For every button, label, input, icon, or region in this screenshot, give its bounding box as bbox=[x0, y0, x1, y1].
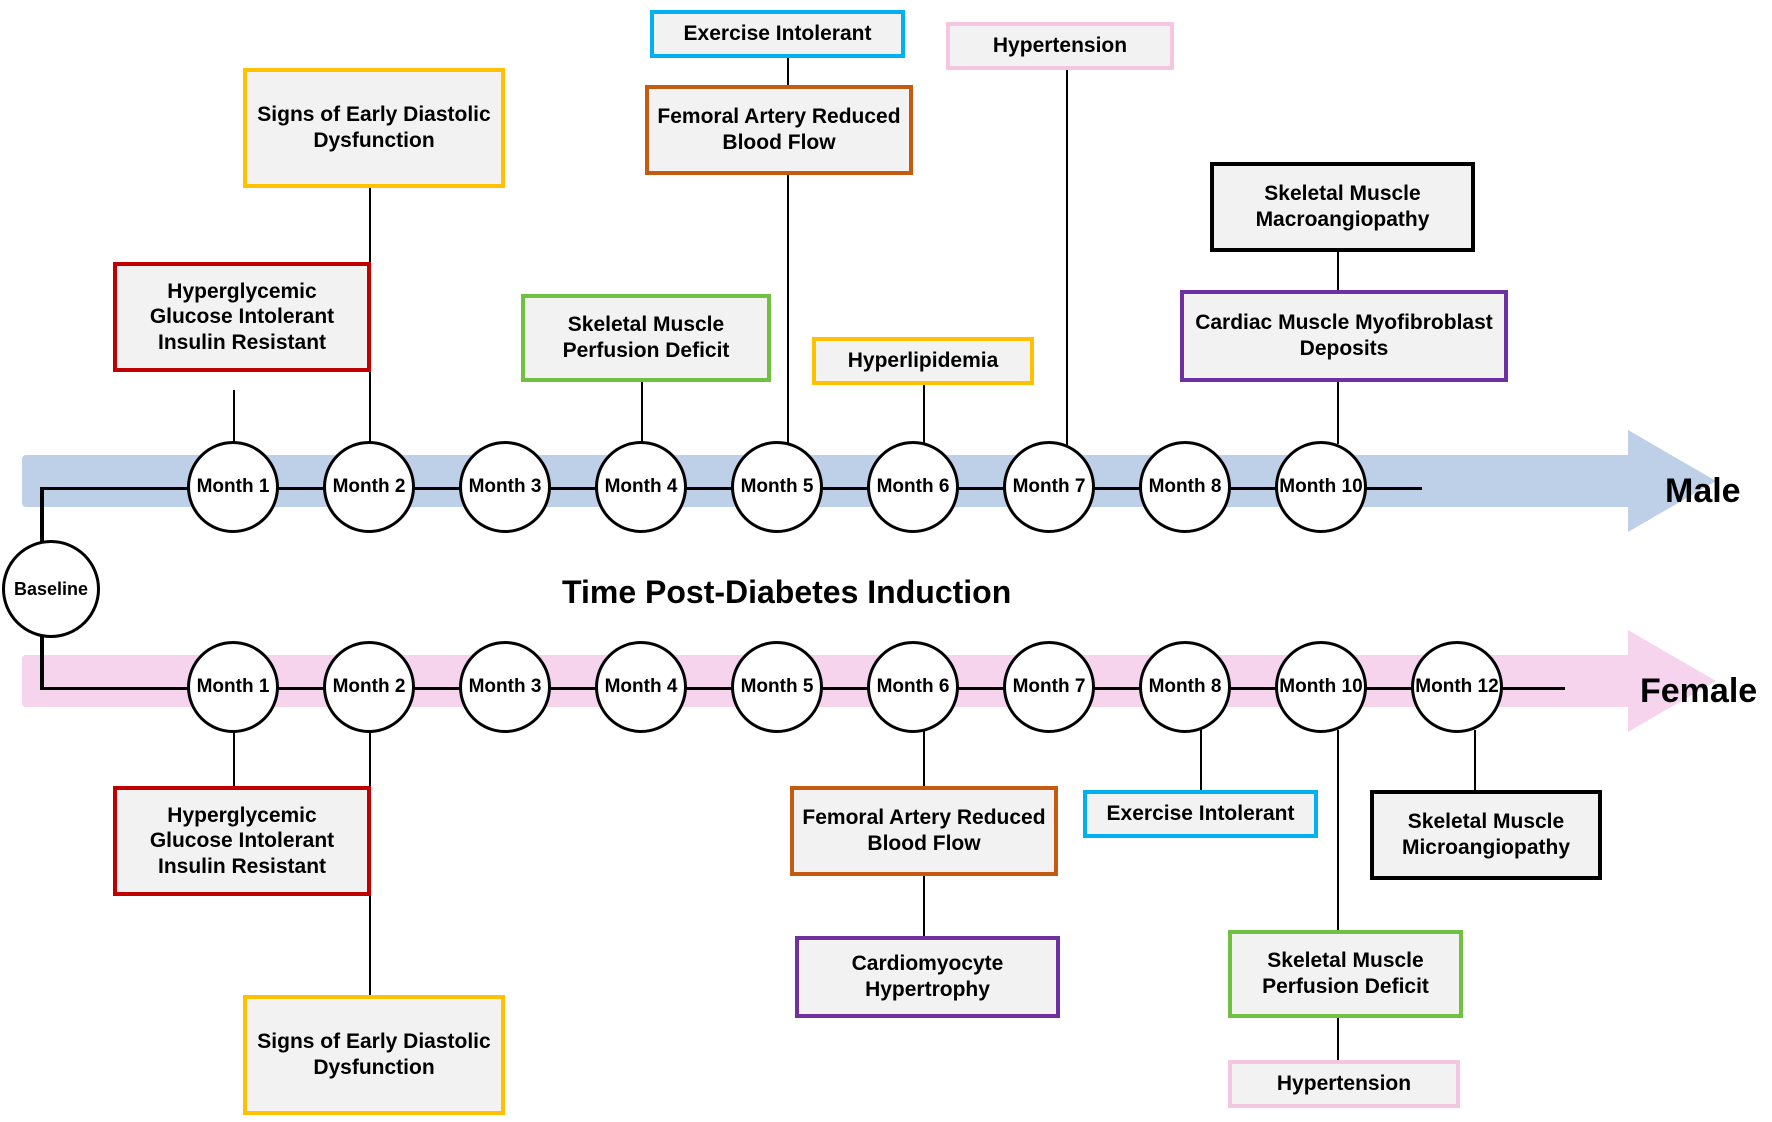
male-event-hyperlipidemia-text: Hyperlipidemia bbox=[847, 349, 999, 373]
male-event-macroangiopathy-text: Skeletal Muscle Macroangiopathy bbox=[1255, 182, 1430, 231]
male-node-2-label: Month 2 bbox=[332, 476, 406, 497]
male-connector-1 bbox=[233, 390, 235, 445]
female-event-exercise-intolerant[interactable] bbox=[1083, 790, 1318, 838]
male-node-1[interactable] bbox=[187, 441, 279, 533]
female-node-5[interactable] bbox=[731, 641, 823, 733]
male-event-hyperglycemic[interactable] bbox=[113, 262, 371, 372]
male-event-exercise-intolerant[interactable] bbox=[650, 10, 905, 58]
male-connector-4 bbox=[641, 382, 643, 444]
male-event-diastolic-dysfunction[interactable] bbox=[243, 68, 505, 188]
female-node-7[interactable] bbox=[1003, 641, 1095, 733]
node-baseline-label: Baseline bbox=[13, 578, 89, 599]
female-event-perfusion-deficit-text: Skeletal Muscle Perfusion Deficit bbox=[1262, 949, 1429, 998]
female-connector-6 bbox=[923, 730, 925, 792]
male-event-femoral-artery-text: Femoral Artery Reduced Blood Flow bbox=[657, 105, 901, 154]
female-node-8[interactable] bbox=[1139, 641, 1231, 733]
male-side-label bbox=[1665, 472, 1741, 511]
female-node-10-label: Month 10 bbox=[1279, 676, 1363, 697]
female-event-exercise-intolerant-text: Exercise Intolerant bbox=[1106, 802, 1295, 826]
female-event-cardiomyocyte-hypertrophy[interactable] bbox=[795, 936, 1060, 1018]
female-node-12-label: Month 12 bbox=[1415, 676, 1499, 697]
male-node-7-label: Month 7 bbox=[1012, 476, 1086, 497]
male-event-hyperlipidemia[interactable] bbox=[812, 337, 1034, 385]
female-node-8-label: Month 8 bbox=[1148, 676, 1222, 697]
male-node-1-label: Month 1 bbox=[196, 476, 270, 497]
female-connector-6b bbox=[923, 876, 925, 936]
female-node-10[interactable] bbox=[1275, 641, 1367, 733]
female-event-perfusion-deficit[interactable] bbox=[1228, 930, 1463, 1018]
male-node-5-label: Month 5 bbox=[740, 476, 814, 497]
female-event-microangiopathy-text: Skeletal Muscle Microangiopathy bbox=[1401, 810, 1570, 859]
female-connector-10 bbox=[1337, 730, 1339, 930]
male-node-7[interactable] bbox=[1003, 441, 1095, 533]
male-event-macroangiopathy[interactable] bbox=[1210, 162, 1475, 252]
female-node-6[interactable] bbox=[867, 641, 959, 733]
female-side-label-text: Female bbox=[1640, 672, 1758, 710]
male-event-hypertension[interactable] bbox=[946, 22, 1174, 70]
female-connector-12 bbox=[1474, 730, 1476, 790]
male-node-8[interactable] bbox=[1139, 441, 1231, 533]
female-node-12[interactable] bbox=[1411, 641, 1503, 733]
female-event-hypertension-text: Hypertension bbox=[1276, 1072, 1412, 1096]
female-node-4[interactable] bbox=[595, 641, 687, 733]
female-event-diastolic-dysfunction-text: Signs of Early Diastolic Dysfunction bbox=[257, 1030, 491, 1079]
female-node-2[interactable] bbox=[323, 641, 415, 733]
female-event-hyperglycemic[interactable] bbox=[113, 786, 371, 896]
female-node-6-label: Month 6 bbox=[876, 676, 950, 697]
male-node-4-label: Month 4 bbox=[604, 476, 678, 497]
female-side-label bbox=[1640, 672, 1757, 711]
female-node-3[interactable] bbox=[459, 641, 551, 733]
male-event-myofibroblast-deposits-text: Cardiac Muscle Myofibroblast Deposits bbox=[1195, 311, 1493, 360]
female-connector-8 bbox=[1200, 730, 1202, 790]
male-node-6[interactable] bbox=[867, 441, 959, 533]
male-side-label-text: Male bbox=[1665, 472, 1741, 510]
female-event-hyperglycemic-text: Hyperglycemic Glucose Intolerant Insulin Resistant bbox=[149, 803, 335, 878]
female-node-1-label: Month 1 bbox=[196, 676, 270, 697]
male-node-3-label: Month 3 bbox=[468, 476, 542, 497]
male-node-10[interactable] bbox=[1275, 441, 1367, 533]
male-event-femoral-artery[interactable] bbox=[645, 85, 913, 175]
node-baseline[interactable] bbox=[2, 540, 100, 638]
male-node-6-label: Month 6 bbox=[876, 476, 950, 497]
male-event-hypertension-text: Hypertension bbox=[992, 34, 1128, 58]
female-node-3-label: Month 3 bbox=[468, 676, 542, 697]
female-node-2-label: Month 2 bbox=[332, 676, 406, 697]
male-event-diastolic-dysfunction-text: Signs of Early Diastolic Dysfunction bbox=[257, 103, 491, 152]
male-connector-6 bbox=[923, 382, 925, 444]
female-node-5-label: Month 5 bbox=[740, 676, 814, 697]
male-node-10-label: Month 10 bbox=[1279, 476, 1363, 497]
male-event-hyperglycemic-text: Hyperglycemic Glucose Intolerant Insulin Resistant bbox=[149, 279, 335, 354]
male-connector-7 bbox=[1066, 60, 1068, 445]
female-node-4-label: Month 4 bbox=[604, 676, 678, 697]
male-node-2[interactable] bbox=[323, 441, 415, 533]
female-event-cardiomyocyte-hypertrophy-text: Cardiomyocyte Hypertrophy bbox=[851, 952, 1004, 1001]
female-event-femoral-artery[interactable] bbox=[790, 786, 1058, 876]
female-event-diastolic-dysfunction[interactable] bbox=[243, 995, 505, 1115]
center-title-text: Time Post-Diabetes Induction bbox=[562, 574, 1012, 610]
male-event-exercise-intolerant-text: Exercise Intolerant bbox=[683, 22, 872, 46]
male-event-perfusion-deficit-text: Skeletal Muscle Perfusion Deficit bbox=[562, 313, 730, 362]
male-node-3[interactable] bbox=[459, 441, 551, 533]
female-node-1[interactable] bbox=[187, 641, 279, 733]
female-connector-1 bbox=[233, 730, 235, 786]
female-event-femoral-artery-text: Femoral Artery Reduced Blood Flow bbox=[802, 806, 1046, 855]
female-event-hypertension[interactable] bbox=[1228, 1060, 1460, 1108]
center-title bbox=[562, 574, 1011, 611]
male-event-myofibroblast-deposits[interactable] bbox=[1180, 290, 1508, 382]
male-node-5[interactable] bbox=[731, 441, 823, 533]
female-node-7-label: Month 7 bbox=[1012, 676, 1086, 697]
male-node-8-label: Month 8 bbox=[1148, 476, 1222, 497]
male-event-perfusion-deficit[interactable] bbox=[521, 294, 771, 382]
male-node-4[interactable] bbox=[595, 441, 687, 533]
female-event-microangiopathy[interactable] bbox=[1370, 790, 1602, 880]
